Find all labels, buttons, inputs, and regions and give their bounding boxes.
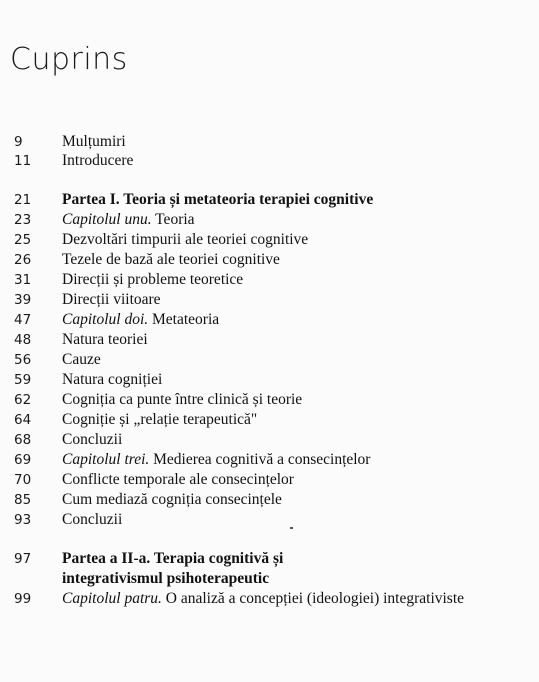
entry-title: Cogniția ca punte între clinică și teorie [62,391,303,408]
toc-entry[interactable] [0,430,539,450]
entry-title: Natura teoriei [62,331,148,348]
page-number: 62 [14,392,32,408]
page-number: 99 [14,591,32,607]
toc-entry-capitolul-patru[interactable] [0,589,539,609]
chapter-prefix: Capitolul unu. [62,211,152,228]
page-number: 25 [14,232,32,248]
toc-entry[interactable] [0,330,539,350]
toc-entry[interactable] [0,470,539,490]
page-number: 59 [14,372,32,388]
toc-entry[interactable] [0,250,539,270]
chapter-title [62,589,464,609]
toc-entry-capitolul-doi[interactable] [0,310,539,330]
entry-title: Concluzii [62,431,123,448]
page-number: 31 [14,272,32,288]
page-number: 68 [14,432,32,448]
toc-entry[interactable] [0,410,539,430]
toc-entry[interactable] [0,350,539,370]
toc-entry-partea-2[interactable] [0,549,539,569]
chapter-prefix: Capitolul trei. [62,451,150,468]
toc-entry[interactable] [0,490,539,510]
page-number: 69 [14,452,32,468]
part-title: Partea a II-a. Terapia cognitivă și [62,550,284,567]
page-number: 39 [14,292,32,308]
chapter-prefix: Capitolul patru. [62,590,162,607]
entry-title: Direcții și probleme teoretice [62,271,244,288]
toc-entry[interactable] [0,290,539,310]
page-number: 26 [14,252,32,268]
toc-entry-capitolul-trei[interactable] [0,450,539,470]
chapter-name: Medierea cognitivă a consecințelor [149,451,371,468]
page-number: 97 [14,551,32,567]
page-number: 93 [14,512,32,528]
chapter-name: Teoria [151,211,195,228]
page-number: 64 [14,412,32,428]
chapter-name: Metateoria [148,311,220,328]
entry-title: Natura cogniției [62,371,163,388]
page-number: 48 [14,332,32,348]
entry-title: Cum mediază cogniția consecințele [62,491,282,508]
page-number: 47 [14,312,32,328]
chapter-prefix: Capitolul doi. [62,311,149,328]
entry-title: Cogniție și „relație terapeutică" [62,411,258,428]
part-title-continuation: integrativismul psihoterapeutic [62,570,270,587]
toc-entry[interactable] [0,370,539,390]
page-number: 9 [14,134,23,150]
page-title: Cuprins [10,42,128,77]
toc-entry-multumiri[interactable] [0,132,539,152]
entry-title: Dezvoltări timpurii ale teoriei cognitive [62,231,309,248]
entry-title: Cauze [62,351,101,368]
chapter-title [62,450,370,470]
chapter-title [62,210,195,230]
toc-entry[interactable] [0,510,539,530]
toc-entry-partea-1[interactable] [0,190,539,210]
page-number: 11 [14,153,32,169]
toc-entry-introducere[interactable] [0,151,539,171]
page-number: 21 [14,192,32,208]
page-number: 70 [14,472,32,488]
page-number: 56 [14,352,32,368]
part-title: Partea I. Teoria și metateoria terapiei cognitive [62,191,374,208]
toc-entry[interactable] [0,390,539,410]
toc-entry[interactable] [0,270,539,290]
toc-entry-capitolul-unu[interactable] [0,210,539,230]
toc-entry[interactable] [0,230,539,250]
chapter-name: O analiză a concepției (ideologiei) integrativiste [161,590,465,607]
entry-title: Direcții viitoare [62,291,161,308]
page-number: 85 [14,492,32,508]
entry-title: Concluzii [62,511,123,528]
entry-title: Introducere [62,152,134,169]
stray-mark [290,527,293,529]
entry-title: Conflicte temporale ale consecințelor [62,471,294,488]
chapter-title [62,310,219,330]
entry-title: Mulțumiri [62,133,126,150]
page-number: 23 [14,212,32,228]
entry-title: Tezele de bază ale teoriei cognitive [62,251,280,268]
